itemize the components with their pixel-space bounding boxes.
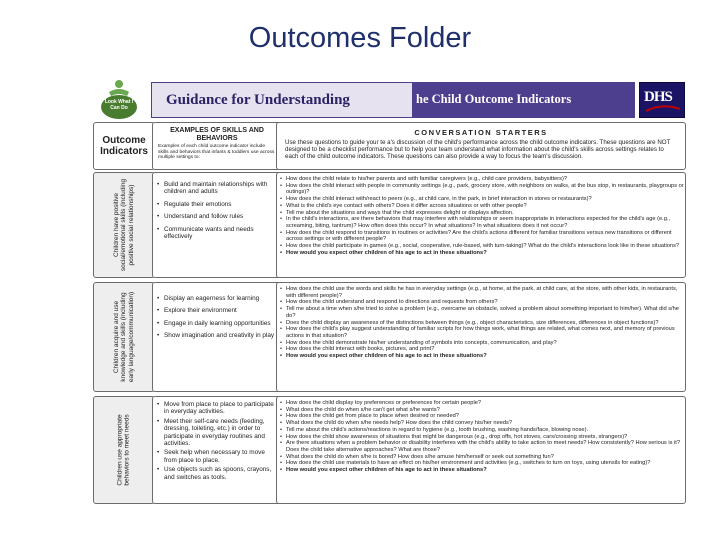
row2-questions-list bbox=[280, 286, 684, 360]
skill-item: • Engage in daily learning opportunities bbox=[157, 320, 275, 327]
row2-questions-cell bbox=[276, 282, 686, 392]
question-item: • How would you expect other children of his age to act in these situations? bbox=[280, 250, 684, 257]
outcome-indicators-header bbox=[93, 122, 155, 170]
question-item: • How does the child get from place to place when desired or needed? bbox=[280, 413, 684, 420]
question-item: • Tell me about the situations and ways that the child expresses delight or displays affection. bbox=[280, 210, 684, 217]
logo-left-label: Look What I Can Do bbox=[104, 99, 134, 111]
row2-label: Children acquire and use knowledge and skills (including early language/communication) bbox=[113, 291, 135, 383]
question-item: • What is the child's eye contact with others? Does it differ across situations or with other people? bbox=[280, 203, 684, 210]
question-item: • How does the child's play suggest understanding of familiar scripts for how things work, what things are related, what comes next, and memory of previous actions in that situation? bbox=[280, 326, 684, 339]
question-item: • Are there situations when a problem behavior or disability interferes with the child's ability to take action to meet needs? How consistently? How serious is it? Does the child take alternative approaches? What are those? bbox=[280, 440, 684, 453]
skill-item: • Communicate wants and needs effectively bbox=[157, 226, 275, 241]
conversation-starters-description: Use these questions to guide your te a's discussion of the child's performance across the child outcome indicators. These questions are NOT designed to be a checklist performance but to help your team understand what information about the child's skills across settings relates to each of the child outcome indicators. These questions can also provide a way to focus the team's discussion. bbox=[285, 139, 671, 160]
question-item: • What does the child do when s/he is bored? How does s/he amuse him/herself or seek out something fun? bbox=[280, 454, 684, 461]
examples-title: EXAMPLES OF SKILLS AND BEHAVIORS bbox=[170, 127, 264, 142]
question-item: • What does the child do when s/he can't get what s/he wants? bbox=[280, 407, 684, 414]
title-banner bbox=[151, 82, 635, 118]
question-item: • How does the child demonstrate his/her understanding of symbols into concepts, communication, and play? bbox=[280, 340, 684, 347]
question-item: • Tell me about the child's actions/reactions in regard to hygiene (e.g., tooth brushing, washing hands/face, blowing nose). bbox=[280, 427, 684, 434]
question-item: • How does the child interact with people in community settings (e.g., park, grocery store, with neighbors on walks, at the bus stop, in restaurants, playgroups or outings)? bbox=[280, 183, 684, 196]
row1-label-cell bbox=[93, 172, 155, 278]
row3-skills-list bbox=[157, 401, 275, 483]
question-item: • How does the child understand and respond to directions and requests from others? bbox=[280, 299, 684, 306]
examples-header bbox=[152, 122, 282, 170]
question-item: • Does the child display an awareness of the distinctions between things (e.g., object characteristics, size differences, differences in object functions)? bbox=[280, 320, 684, 327]
row3-label: Children use appropriate behaviors to meet needs bbox=[116, 414, 131, 486]
skill-item: • Understand and follow rules bbox=[157, 213, 275, 220]
question-item: • How does the child interact with/react to peers (e.g., at child care, in the park, in brief interaction in stores or restaurants)? bbox=[280, 196, 684, 203]
look-what-i-can-do-logo bbox=[87, 78, 147, 120]
skill-item: • Seek help when necessary to move from place to place. bbox=[157, 449, 275, 464]
dhs-swoosh-icon bbox=[640, 83, 686, 119]
question-item: • How does the child display toy preferences or preferences for certain people? bbox=[280, 400, 684, 407]
skill-item: • Build and maintain relationships with children and adults bbox=[157, 181, 275, 196]
question-item: • What does the child do when s/he needs help? How does the child convey his/her needs? bbox=[280, 420, 684, 427]
row2-label-cell bbox=[93, 282, 155, 392]
banner-left-panel bbox=[151, 82, 413, 118]
question-item: • How does the child relate to his/her parents and with familiar caregivers (e.g., child care providers, babysitters)? bbox=[280, 176, 684, 183]
question-item: • How does the child respond to transitions in routines or activities? Are the child's actions different for familiar transitions versus new transitions or different across settings or with different people? bbox=[280, 230, 684, 243]
skill-item: • Show imagination and creativity in play bbox=[157, 332, 275, 339]
skill-item: • Regulate their emotions bbox=[157, 201, 275, 208]
row1-skills-cell bbox=[152, 172, 282, 278]
row3-questions-list bbox=[280, 400, 684, 474]
question-item: • How does the child interact with books, pictures, and print? bbox=[280, 346, 684, 353]
skill-item: • Explore their environment bbox=[157, 307, 275, 314]
conversation-starters-title: CONVERSATION STARTERS bbox=[414, 128, 548, 137]
dhs-logo-text: DHS bbox=[644, 89, 672, 105]
question-item: • In the child's interactions, are there behaviors that may interfere with relationships or seem inappropriate in interactions expected for the child's age (e.g., screaming, biting, tantrum)? How often does this occur? In what situations? In what situations does it not occur? bbox=[280, 216, 684, 229]
question-item: • How does the child use the words and skills he has in everyday settings (e.g., at home, at the park, at child care, at the store, with other kids, in restaurants, with different people)? bbox=[280, 286, 684, 299]
row2-skills-cell bbox=[152, 282, 282, 392]
slide-title: Outcomes Folder bbox=[248, 22, 472, 54]
skill-item: • Meet their self-care needs (feeding, dressing, toileting, etc.) in order to participate in everyday routines and activities. bbox=[157, 418, 275, 448]
question-item: • How does the child use materials to have an effect on his/her environment and activities (e.g., switches to turn on toys, using utensils for eating)? bbox=[280, 460, 684, 467]
skill-item: • Move from place to place to participate in everyday activities. bbox=[157, 401, 275, 416]
banner-right-text: he Child Outcome Indicators bbox=[416, 92, 572, 106]
skill-item: • Use objects such as spoons, crayons, and switches as tools. bbox=[157, 466, 275, 481]
outcome-indicators-title: Outcome Indicators bbox=[100, 135, 148, 157]
row3-label-cell bbox=[93, 396, 155, 504]
banner-left-text: Guidance for Understanding bbox=[166, 92, 350, 108]
row3-skills-cell bbox=[152, 396, 282, 504]
question-item: • How would you expect other children of his age to act in these situations? bbox=[280, 467, 684, 474]
question-item: • How does the child participate in games (e.g., social, cooperative, rule-based, with turn-taking)? What do the child's interactions look like in these situations? bbox=[280, 243, 684, 250]
row1-label: Children have positive social/emotional skills (including positive social relationships) bbox=[113, 178, 135, 272]
row2-skills-list bbox=[157, 295, 275, 345]
question-item: • How does the child show awareness of situations that might be dangerous (e.g., drop offs, hot stoves, cars/crossing streets, strangers)? bbox=[280, 434, 684, 441]
question-item: • Tell me about a time when s/he tried to solve a problem (e.g., overcame an obstacle, solved a problem about something important to him/her). What did s/he do? bbox=[280, 306, 684, 319]
row3-questions-cell bbox=[276, 396, 686, 504]
dhs-logo bbox=[639, 82, 685, 118]
question-item: • How would you expect other children of his age to act in these situations? bbox=[280, 353, 684, 360]
row1-skills-list bbox=[157, 181, 275, 245]
guidance-document bbox=[79, 76, 689, 508]
row1-questions-list bbox=[280, 176, 684, 256]
examples-description: Examples of each child outcome indicator include skills and behaviors that infants & toddlers use across multiple settings to: bbox=[158, 144, 275, 161]
skill-item: • Display an eagerness for learning bbox=[157, 295, 275, 302]
conversation-starters-header bbox=[276, 122, 686, 170]
row1-questions-cell bbox=[276, 172, 686, 278]
